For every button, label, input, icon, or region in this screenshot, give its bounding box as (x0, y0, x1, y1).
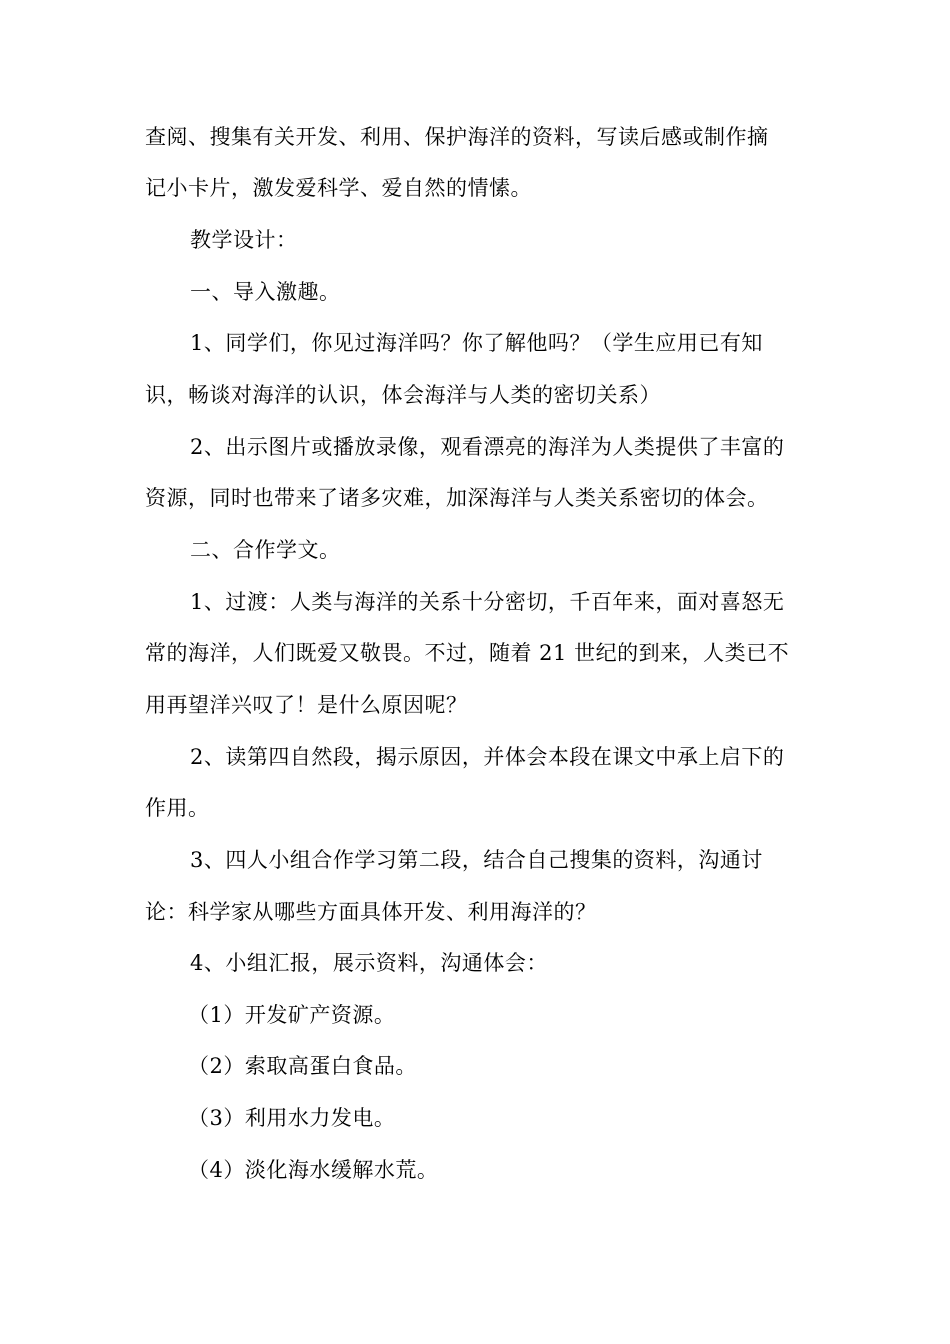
section-heading-2: 二、合作学文。 (190, 538, 341, 562)
paragraph-line-12: 用再望洋兴叹了！是什么原因呢？ (145, 693, 468, 717)
paragraph-line-17: 4、小组汇报，展示资料，沟通体会： (190, 951, 548, 975)
paragraph-line-7: 2、出示图片或播放录像，观看漂亮的海洋为人类提供了丰富的 (190, 435, 785, 459)
paragraph-line-11: 常的海洋，人们既爱又敬畏。不过，随着 21 世纪的到来，人类已不 (145, 641, 790, 665)
list-item-3: （3）利用水力发电。 (188, 1106, 396, 1130)
paragraph-line-16: 论：科学家从哪些方面具体开发、利用海洋的？ (145, 900, 597, 924)
paragraph-line-13: 2、读第四自然段，揭示原因，并体会本段在课文中承上启下的 (190, 745, 785, 769)
section-heading-teaching-design: 教学设计： (190, 228, 298, 252)
paragraph-line-8: 资源，同时也带来了诸多灾难，加深海洋与人类关系密切的体会。 (145, 486, 769, 510)
paragraph-line-5: 1、同学们，你见过海洋吗？你了解他吗？（学生应用已有知 (190, 331, 763, 355)
paragraph-line-6: 识，畅谈对海洋的认识，体会海洋与人类的密切关系） (145, 383, 661, 407)
section-heading-1: 一、导入激趣。 (190, 280, 341, 304)
paragraph-line-2: 记小卡片，激发爱科学、爱自然的情愫。 (145, 176, 532, 200)
list-item-4: （4）淡化海水缓解水荒。 (188, 1158, 439, 1182)
paragraph-line-1: 查阅、搜集有关开发、利用、保护海洋的资料，写读后感或制作摘 (145, 125, 769, 149)
list-item-1: （1）开发矿产资源。 (188, 1003, 396, 1027)
paragraph-line-15: 3、四人小组合作学习第二段，结合自己搜集的资料，沟通讨 (190, 848, 763, 872)
list-item-2: （2）索取高蛋白食品。 (188, 1054, 417, 1078)
paragraph-line-14: 作用。 (145, 796, 210, 820)
paragraph-line-10: 1、过渡：人类与海洋的关系十分密切，千百年来，面对喜怒无 (190, 590, 785, 614)
